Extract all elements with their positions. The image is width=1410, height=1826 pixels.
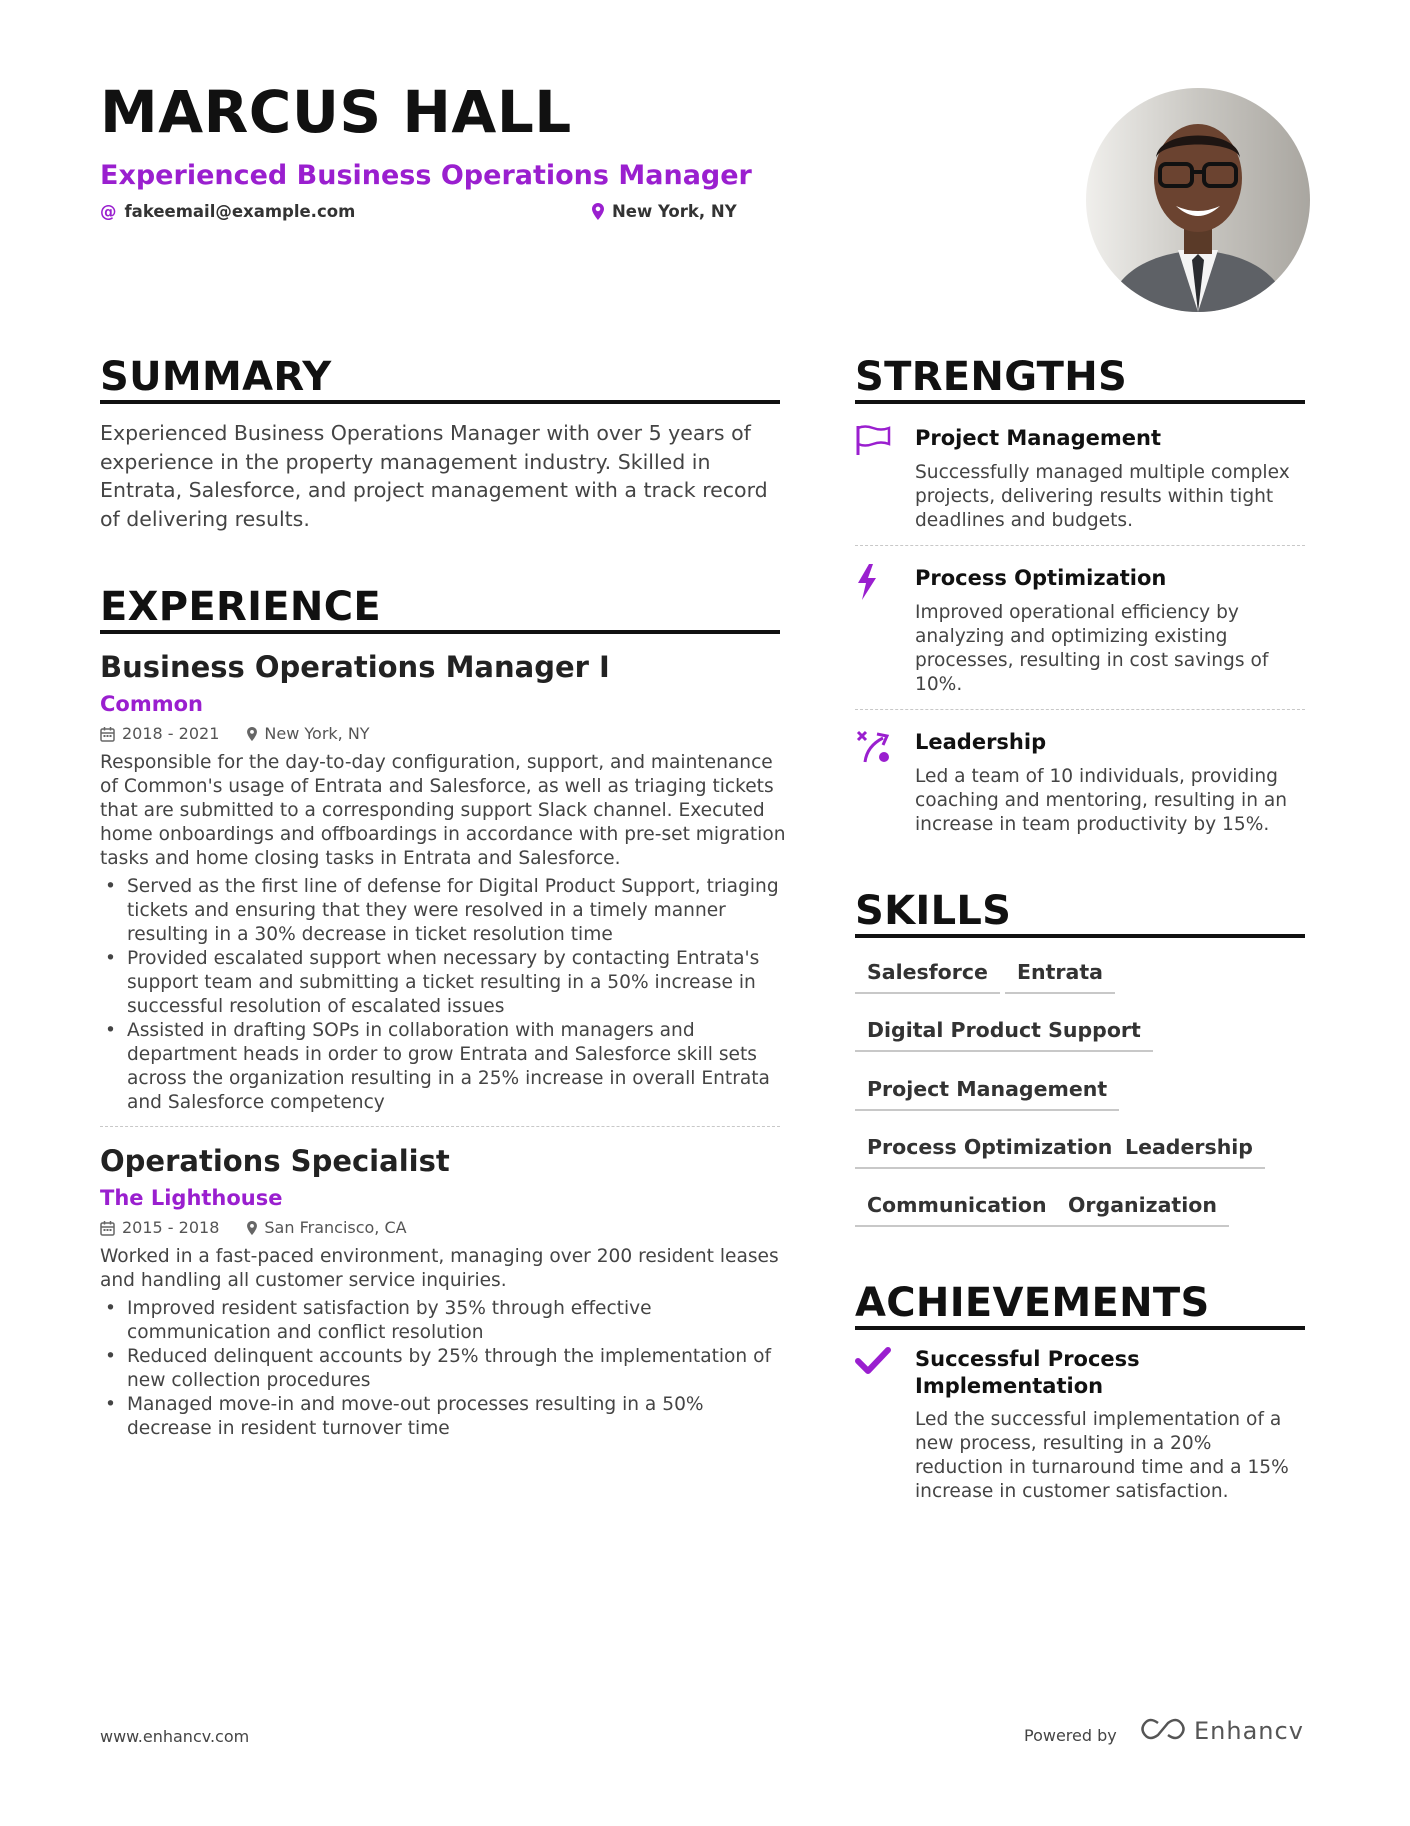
job-dates: 2015 - 2018 (122, 1218, 220, 1237)
profile-photo (1086, 88, 1310, 312)
skill-tag: Communication (855, 1193, 1059, 1227)
job-divider (100, 1126, 780, 1127)
list-item: • Served as the first line of defense for Digital Product Support, triaging tickets and ensuring that they were resolved in a timely manner resulting in a 30% decrease in ticket resolution time (100, 875, 790, 947)
map-pin-icon (247, 1221, 257, 1235)
skill-tag: Leadership (1113, 1135, 1265, 1169)
achievements-heading: ACHIEVEMENTS (855, 1280, 1210, 1326)
achievements-rule (855, 1326, 1305, 1330)
list-item: • Managed move-in and move-out processes resulting in a 50% decrease in resident turnover time (100, 1393, 790, 1441)
job-bullets (100, 875, 790, 1115)
flag-icon (855, 424, 895, 464)
skill-tag: Entrata (1005, 960, 1115, 994)
candidate-name: MARCUS HALL (100, 78, 572, 146)
strength-title: Project Management (915, 426, 1161, 450)
skills-rule (855, 934, 1305, 938)
skills-heading: SKILLS (855, 888, 1012, 934)
strength-divider (855, 709, 1305, 710)
at-icon: @ (100, 202, 117, 221)
skill-tag: Process Optimization (855, 1135, 1124, 1169)
lightning-icon (855, 564, 895, 604)
skill-tag: Digital Product Support (855, 1018, 1153, 1052)
strengths-rule (855, 400, 1305, 404)
contact-email (100, 202, 355, 221)
job-description: Responsible for the day-to-day configuration, support, and maintenance of Common's usage of Entrata and Salesforce, as well as triaging tickets that are submitted to a corresponding support Slack channel. Executed home onboardings and offboardings in accordance with pre-set migration tasks and home closing tasks in Entrata and Salesforce. (100, 752, 786, 869)
summary-rule (100, 400, 780, 404)
strengths-heading: STRENGTHS (855, 354, 1128, 400)
job-title: Business Operations Manager I (100, 650, 610, 684)
strategy-icon (855, 728, 895, 768)
skill-tag: Project Management (855, 1077, 1119, 1111)
checkmark-icon (855, 1346, 891, 1380)
achievement-title: Successful Process Implementation (915, 1347, 1140, 1398)
experience-heading: EXPERIENCE (100, 584, 381, 630)
experience-rule (100, 630, 780, 634)
candidate-title: Experienced Business Operations Manager (100, 160, 752, 191)
skill-tag: Salesforce (855, 960, 1000, 994)
list-item: • Provided escalated support when necessary by contacting Entrata's support team and submitting a ticket resulting in a 50% increase in successful resolution of escalated issues (100, 947, 790, 1019)
powered-by-label: Powered by (1024, 1726, 1117, 1745)
strength-title: Leadership (915, 730, 1047, 754)
job-location: San Francisco, CA (264, 1218, 407, 1237)
list-item: • Assisted in drafting SOPs in collaboration with managers and department heads in order to grow Entrata and Salesforce skill sets across the organization resulting in a 25% increase in overall Entrata and Salesforce competency (100, 1019, 790, 1115)
calendar-icon (100, 726, 115, 742)
list-item: • Improved resident satisfaction by 35% through effective communication and conflict resolution (100, 1297, 790, 1345)
skill-tag: Organization (1056, 1193, 1229, 1227)
contact-location (592, 202, 737, 221)
strength-divider (855, 545, 1305, 546)
job-location: New York, NY (264, 724, 370, 743)
enhancv-brand: Enhancv (1194, 1717, 1304, 1745)
enhancv-logo-icon (1140, 1717, 1186, 1745)
footer-website-link[interactable]: www.enhancv.com (100, 1727, 250, 1746)
map-pin-icon (592, 203, 604, 220)
strength-description: Improved operational efficiency by analyzing and optimizing existing processes, resulting in cost savings of 10%. (915, 602, 1269, 695)
company-name: The Lighthouse (100, 1186, 283, 1210)
company-name: Common (100, 692, 203, 716)
enhancv-logo[interactable] (1140, 1717, 1304, 1745)
job-bullets (100, 1297, 790, 1441)
job-meta (100, 1218, 407, 1237)
strength-description: Successfully managed multiple complex projects, delivering results within tight deadlines and budgets. (915, 462, 1290, 531)
location-text: New York, NY (612, 202, 737, 221)
list-item: • Reduced delinquent accounts by 25% through the implementation of new collection procedures (100, 1345, 790, 1393)
strength-description: Led a team of 10 individuals, providing coaching and mentoring, resulting in an increase in team productivity by 15%. (915, 766, 1288, 835)
summary-heading: SUMMARY (100, 354, 332, 400)
job-description: Worked in a fast-paced environment, managing over 200 resident leases and handling all customer service inquiries. (100, 1246, 779, 1291)
strength-title: Process Optimization (915, 566, 1167, 590)
map-pin-icon (247, 727, 257, 741)
job-title: Operations Specialist (100, 1144, 450, 1178)
job-meta (100, 724, 370, 743)
calendar-icon (100, 1220, 115, 1236)
achievement-description: Led the successful implementation of a new process, resulting in a 20% reduction in turnaround time and a 15% increase in customer satisfaction. (915, 1409, 1289, 1502)
email-text: fakeemail@example.com (124, 202, 356, 221)
job-dates: 2018 - 2021 (122, 724, 220, 743)
summary-text: Experienced Business Operations Manager with over 5 years of experience in the property management industry. Skilled in Entrata, Salesforce, and project management with a track record of delivering results. (100, 421, 768, 531)
